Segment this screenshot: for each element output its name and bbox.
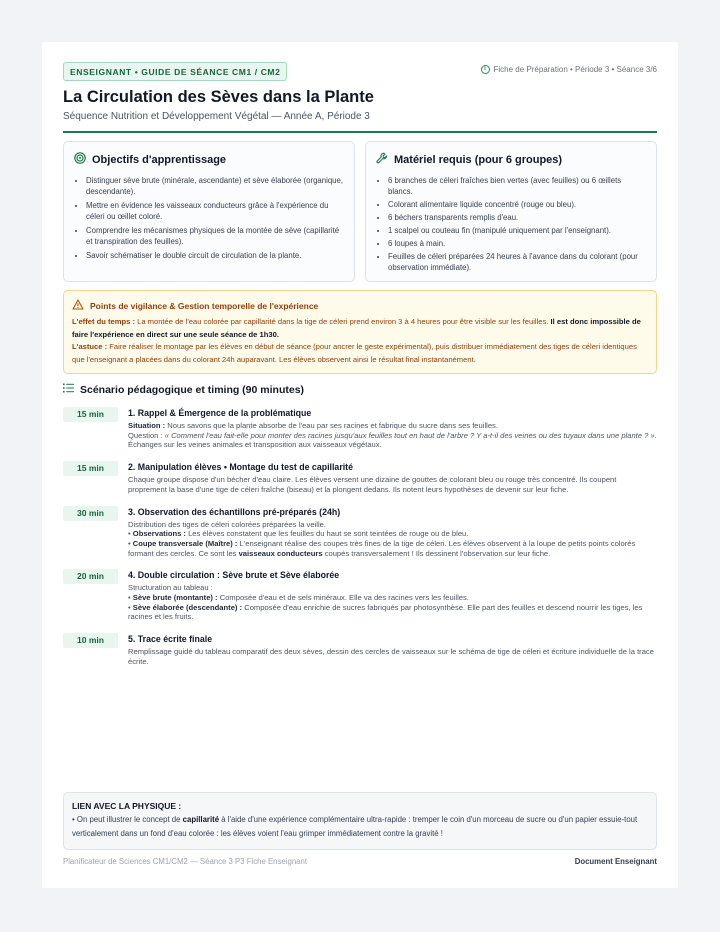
observations-label: Observations : [132, 529, 186, 539]
materials-title: Matériel requis (pour 6 groupes) [394, 153, 563, 166]
list-item: • 6 béchers transparents remplis d'eau. [388, 212, 646, 223]
footer-left: Planificateur de Sciences CM1/CM2 — Séance 3 P3 Fiche Enseignant [63, 857, 307, 866]
step-extra: Échanges sur les veines animales et transposition aux vaisseaux végétaux. [128, 440, 382, 450]
materials-list [376, 175, 646, 273]
step-intro: Distribution des tiges de céleri colorées préparées la veille. [128, 519, 326, 529]
step-text [128, 421, 657, 450]
step-intro: Structuration au tableau : [128, 583, 213, 593]
raw-sap-label: Sève brute (montante) : [132, 593, 218, 603]
list-item: • 6 branches de céleri fraîches bien vertes (avec feuilles) ou 6 œillets blancs. [388, 175, 646, 197]
time-badge: 30 min [63, 506, 118, 521]
step-text: Structuration au tableau : • Sève brute (montante) : Composée d'eau et de sels minéraux. Elle va des racines vers les feuilles. • Sève élaborée (descendante) : Composée d'eau enrichie de sucres fabriqués par photosynthèse. Elle part des feuilles et descend nourrir les tiges, les racines et les fruits. [128, 583, 643, 622]
document-page [42, 42, 678, 888]
scenario-step [63, 633, 657, 666]
cross-section-text: L'enseignant réalise des coupes très fines de la tige de céleri. Les élèves observent à la loupe de petits points colorés formant des cercles. Ce sont les [128, 538, 636, 558]
footer [63, 857, 657, 866]
question-text: « Comment l'eau fait-elle pour monter des racines jusqu'aux feuilles tout en haut de l'arbre ? Y a-t-il des veines ou des tuyaux dans une plante ? ». [164, 430, 657, 440]
list-item: • Mettre en évidence les vaisseaux conducteurs grâce à l'expérience du céleri ou œillet coloré. [86, 200, 344, 222]
scenario-step [63, 569, 657, 622]
time-effect-paragraph [72, 316, 648, 341]
step-title: 4. Double circulation : Sève brute et Sève élaborée [128, 570, 340, 581]
list-item: • Feuilles de céleri préparées 24 heures à l'avance dans du colorant (pour observation immédiate). [388, 251, 646, 273]
step-text: Remplissage guidé du tableau comparatif des deux sèves, dessin des cercles de vaisseaux sur le schéma de tige de céleri et écriture individuelle de la trace écrite. [128, 647, 654, 666]
capillarity-term: capillarité [182, 815, 220, 824]
situation-text: Nous savons que la plante absorbe de l'eau par ses racines et fabrique du sucre dans ses feuilles. [165, 421, 498, 430]
time-badge: 15 min [63, 461, 118, 476]
header [63, 62, 657, 81]
step-title: 1. Rappel & Émergence de la problématique [128, 408, 312, 418]
list-item: • Distinguer sève brute (minérale, ascendante) et sève élaborée (organique, descendante). [86, 175, 344, 197]
raw-sap-text: Composée d'eau et de sels minéraux. Elle va des racines vers les feuilles. [217, 593, 469, 603]
step-text: Distribution des tiges de céleri colorées préparées la veille. • Observations : Les élèves constatent que les feuilles du haut se sont teintées de rouge ou de bleu. • Coupe transversale (Maître) : L'enseignant réalise des coupes très fines de la tige de céleri. Les élèves observent à la loupe de petits points colorés formant des cercles. Ce sont les vaisseaux conducteurs coupés transversalement ! Ils dessinent l'observation sur leur fiche. [128, 519, 636, 558]
elaborated-sap-text: Composée d'eau enrichie de sucres fabriqués par photosynthèse. Elle part des feuilles et descend nourrir les tiges, les racines et les fruits. [128, 602, 643, 622]
target-icon [74, 152, 86, 167]
objectives-title: Objectifs d'apprentissage [92, 153, 227, 166]
warning-box [63, 290, 657, 374]
physics-text-b: à l'aide d'une expérience complémentaire ultra-rapide : tremper le coin d'un morceau de sucre ou d'un papier essuie-tout verticalement dans un fond d'eau colorée : les élèves voient l'eau grimper immédiatement contre la gravité ! [72, 815, 638, 838]
physics-text [72, 813, 648, 841]
list-item: • Savoir schématiser le double circuit de circulation de la plante. [86, 250, 344, 261]
step-title: 5. Trace écrite finale [128, 634, 213, 645]
info-icon: i [481, 65, 490, 74]
list-icon [63, 383, 74, 396]
observations-text: Les élèves constatent que les feuilles du haut se sont teintées de rouge ou de bleu. [185, 529, 469, 539]
question-label: Question : [128, 430, 165, 440]
audience-badge: ENSEIGNANT • GUIDE DE SÉANCE CM1 / CM2 [63, 62, 287, 81]
warning-icon [72, 299, 84, 312]
list-item: • 1 scalpel ou couteau fin (manipulé uniquement par l'enseignant). [388, 225, 646, 236]
time-badge: 15 min [63, 407, 118, 422]
list-item: • 6 loupes à main. [388, 238, 646, 249]
scenario-step [63, 461, 657, 494]
tip-label: L'astuce : [72, 342, 108, 351]
time-effect-text: La montée de l'eau colorée par capillarité dans la tige de céleri prend environ 3 à 4 heures pour être visible sur les feuilles. [134, 317, 551, 326]
title-divider [63, 131, 657, 133]
step-title: 2. Manipulation élèves • Montage du test de capillarité [128, 462, 354, 473]
physics-link-box [63, 792, 657, 850]
step-title: 3. Observation des échantillons pré-préparés (24h) [128, 506, 341, 517]
cross-section-label: Coupe transversale (Maître) : [132, 538, 238, 548]
list-item: • Comprendre les mécanismes physiques de la montée de sève (capillarité et transpiration des feuilles). [86, 225, 344, 247]
time-effect-label: L'effet du temps : [72, 317, 135, 326]
step-text: Chaque groupe dispose d'un bécher d'eau claire. Les élèves versent une dizaine de gouttes de colorant bleu ou rouge très concentré. Ils coupent proprement la base d'une tige de céleri fraîche (biseau) et la plongent dedans. Ils notent leurs hypothèses de devenir sur leur fiche. [128, 475, 617, 494]
scenario-step [63, 506, 657, 559]
scenario-step [63, 407, 657, 450]
tip-paragraph [72, 341, 648, 366]
list-item: • Colorant alimentaire liquide concentré (rouge ou bleu). [388, 199, 646, 210]
warning-title: Points de vigilance & Gestion temporelle de l'expérience [90, 300, 319, 311]
situation-label: Situation : [128, 421, 166, 430]
footer-right: Document Enseignant [574, 857, 657, 866]
time-effect-strong: Il est donc impossible de faire l'expérience en direct sur une seule séance de 1h30. [72, 317, 641, 339]
wrench-icon [376, 152, 388, 167]
scenario-heading [63, 383, 657, 396]
time-badge: 10 min [63, 633, 118, 648]
session-meta [481, 65, 657, 74]
page-title: La Circulation des Sèves dans la Plante [63, 88, 374, 106]
objectives-list [74, 175, 344, 261]
scenario-title: Scénario pédagogique et timing (90 minutes) [80, 383, 305, 396]
materials-card [365, 141, 657, 282]
physics-title: LIEN AVEC LA PHYSIQUE : [72, 801, 182, 811]
physics-text-a: • On peut illustrer le concept de [72, 815, 183, 824]
session-meta-text: Fiche de Préparation • Période 3 • Séance 3/6 [493, 65, 657, 74]
objectives-card [63, 141, 355, 282]
tip-text: Faire réaliser le montage par les élèves en début de séance (pour ancrer le geste expérimental), puis distribuer immédiatement des tiges de céleri identiques que l'enseignant a placées dans du colorant 24h auparavant. Les élèves observent ainsi le résultat final instantanément. [72, 342, 637, 364]
elaborated-sap-label: Sève élaborée (descendante) : [132, 602, 243, 612]
vessels-term: vaisseaux conducteurs [238, 548, 323, 558]
time-badge: 20 min [63, 569, 118, 584]
cross-section-end: coupés transversalement ! Ils dessinent l'observation sur leur fiche. [322, 548, 551, 558]
page-subtitle: Séquence Nutrition et Développement Végétal — Année A, Période 3 [63, 111, 370, 122]
